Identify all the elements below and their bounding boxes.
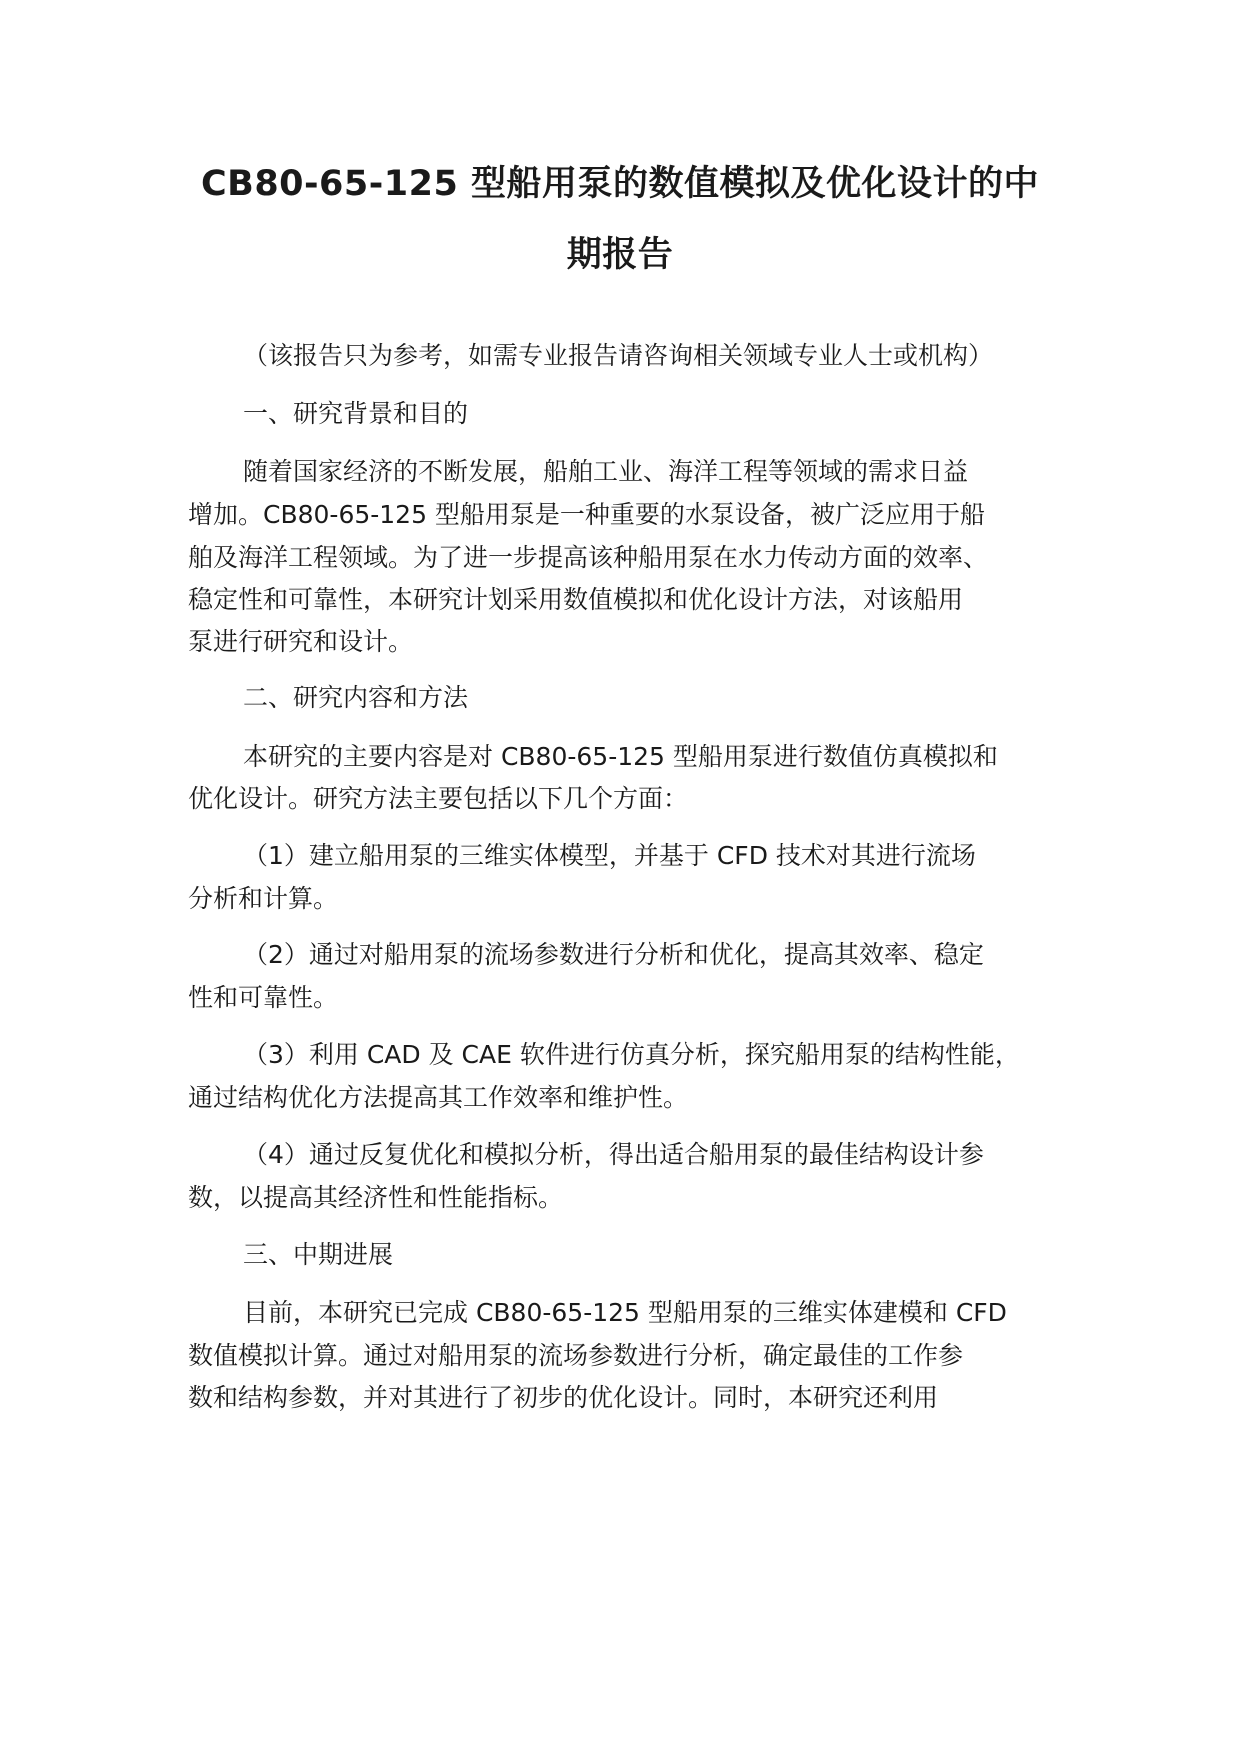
list-item-2: （2）通过对船用泵的流场参数进行分析和优化，提高其效率、稳定 <box>243 940 984 969</box>
title-line-2: 期报告 <box>566 235 674 275</box>
section-heading-3: 三、中期进展 <box>243 1240 394 1269</box>
disclaimer: （该报告只为参考，如需专业报告请咨询相关领域专业人士或机构） <box>243 341 994 370</box>
title-line-1: CB80-65-125 型船用泵的数值模拟及优化设计的中 <box>200 164 1040 204</box>
paragraph-line: 数值模拟计算。通过对船用泵的流场参数进行分析，确定最佳的工作参 <box>188 1341 964 1370</box>
paragraph-line: 目前，本研究已完成 CB80-65-125 型船用泵的三维实体建模和 CFD <box>243 1298 1007 1327</box>
list-item-1: （1）建立船用泵的三维实体模型，并基于 CFD 技术对其进行流场 <box>243 841 976 870</box>
paragraph-line: 随着国家经济的不断发展，船舶工业、海洋工程等领域的需求日益 <box>243 457 969 486</box>
paragraph-line: 泵进行研究和设计。 <box>188 627 414 656</box>
list-item-3: （3）利用 CAD 及 CAE 软件进行仿真分析，探究船用泵的结构性能， <box>243 1040 1020 1069</box>
section-heading-2: 二、研究内容和方法 <box>243 683 469 712</box>
paragraph-line: 优化设计。研究方法主要包括以下几个方面： <box>188 784 689 813</box>
paragraph-line: 本研究的主要内容是对 CB80-65-125 型船用泵进行数值仿真模拟和 <box>243 742 998 771</box>
paragraph-line: 舶及海洋工程领域。为了进一步提高该种船用泵在水力传动方面的效率、 <box>188 543 989 572</box>
list-item-3-cont: 通过结构优化方法提高其工作效率和维护性。 <box>188 1083 689 1112</box>
list-item-4-cont: 数，以提高其经济性和性能指标。 <box>188 1183 564 1212</box>
paragraph-line: 数和结构参数，并对其进行了初步的优化设计。同时，本研究还利用 <box>188 1383 939 1412</box>
list-item-1-cont: 分析和计算。 <box>188 884 339 913</box>
paragraph-line: 增加。CB80-65-125 型船用泵是一种重要的水泵设备，被广泛应用于船 <box>188 500 985 529</box>
list-item-4: （4）通过反复优化和模拟分析，得出适合船用泵的最佳结构设计参 <box>243 1140 984 1169</box>
section-heading-1: 一、研究背景和目的 <box>243 399 469 428</box>
paragraph-line: 稳定性和可靠性，本研究计划采用数值模拟和优化设计方法，对该船用 <box>188 585 964 614</box>
list-item-2-cont: 性和可靠性。 <box>188 983 339 1012</box>
